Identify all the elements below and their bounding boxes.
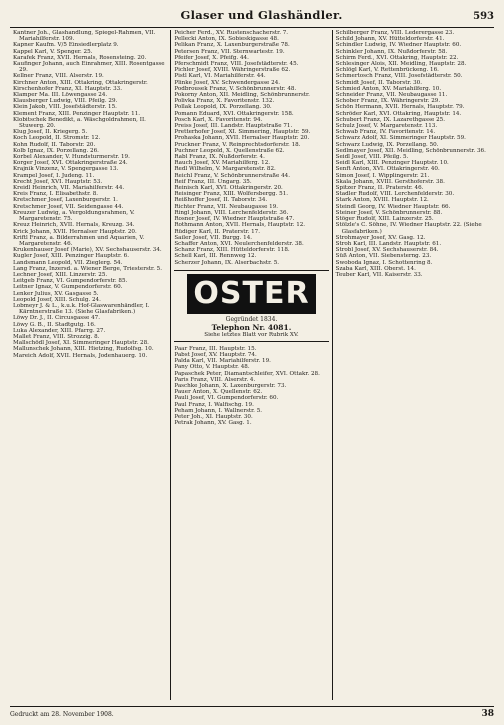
page-footer bbox=[10, 706, 494, 719]
directory-entry: Puchner Leopold, X. Quellenstraße 62. bbox=[174, 147, 285, 154]
directory-entry: Sailer Josef, VII. Burgg. 14. bbox=[174, 234, 253, 241]
directory-entry: Pichler Josef, XVIII. Währingerstraße 62. bbox=[174, 67, 291, 74]
directory-entry: Mallschödl Josef, XI. Simmeringer Hauptstr. 28. bbox=[13, 340, 149, 347]
directory-entry: Kretschmer Josef, VII. Seidengasse 44. bbox=[13, 203, 124, 210]
directory-entry: Rüdiger Karl, II. Praterstr. 17. bbox=[174, 228, 260, 235]
directory-entry: Schmidt Josef, II. Taborstr. 30. bbox=[335, 79, 423, 86]
directory-entry: Schaffer Anton, XVI. Neulerchenfelderstr. 38. bbox=[174, 240, 304, 247]
oster-advertisement bbox=[174, 270, 328, 342]
header-rule bbox=[10, 27, 494, 28]
ad-brand-name: OSTER bbox=[187, 274, 315, 314]
directory-entry: Luka Alexander, XIII. Pfarrg. 27. bbox=[13, 327, 106, 334]
directory-entry: Leitgeb Franz, VI. Gumpendorferstr. 85. bbox=[13, 278, 128, 285]
directory-entry: Simon Josef, I. Wipplingerstr. 21. bbox=[335, 172, 430, 179]
directory-entry: Schröder Karl, XVI. Ottakring, Hauptstr. 14. bbox=[335, 110, 462, 117]
directory-entry: Swoboda Ignaz, I. Schottenring 8. bbox=[335, 259, 433, 266]
directory-entry: Klobitschek Benedikt, a. Wäschgoldrahmen, II. Stuwerg. 20. bbox=[13, 116, 146, 130]
directory-columns bbox=[10, 30, 494, 700]
directory-entry: Pferschmidt Franz, VIII. Josefstädterstr. 45. bbox=[174, 61, 299, 68]
directory-entry: Lenker Julius, XV. Gasgasse 5. bbox=[13, 290, 99, 297]
directory-entry: Pruckner Franz, V. Reinprechtsdorferstr. 18. bbox=[174, 141, 301, 148]
directory-entry: Kappel Karl, V. Spenger. 25. bbox=[13, 48, 93, 55]
directory-entry: Klein Jakob, VIII. Josefstädterstr. 15. bbox=[13, 104, 117, 111]
directory-entry: Spitzer Franz, II. Praterstr. 46. bbox=[335, 185, 424, 192]
directory-entry: Kreuzer Ludwig, a. Vergoldungsrahmen, V. Margaretenstr. 75. bbox=[13, 209, 135, 223]
page-header bbox=[10, 8, 494, 26]
directory-entry: Stroh Karl, III. Landstr. Hauptstr. 61. bbox=[335, 240, 442, 247]
directory-entry: Korger Josef, XVI. Ottakringerstraße 24. bbox=[13, 160, 128, 167]
directory-entry: Scherzer Johann, IX. Alserbachstr. 5. bbox=[174, 259, 280, 266]
directory-entry: Pistl Karl, VI. Mariahilferstr. 44. bbox=[174, 73, 266, 80]
directory-entry: Kaufinger Johann, auch Einrahmer, XIII. Rosentgasse 29. bbox=[13, 61, 165, 74]
directory-entry: Lobmeyr J. & L., k.u.k. Hof-Glaswarenhändler, I. Kärntnerstraße 13. (Siehe Glasfabriken.) bbox=[13, 302, 150, 316]
directory-entry: Leopold Josef, XIII. Schulg. 24. bbox=[13, 296, 101, 303]
directory-entry: Reif Franz, III. Ungarg. 35. bbox=[174, 178, 252, 185]
section-title: Glaser und Glashändler. bbox=[180, 8, 343, 22]
directory-entry: Skala Johann, XVIII. Gersthoferstr. 38. bbox=[335, 178, 445, 185]
directory-entry: Koch Leopold, II. Stromstr. 12. bbox=[13, 135, 101, 142]
directory-entry: Pabst Josef, XV. Hauptstr. 74. bbox=[174, 351, 257, 358]
page-number: 593 bbox=[473, 11, 494, 22]
directory-entry: Landsmann Leopold, VII. Zieglerg. 54. bbox=[13, 259, 123, 266]
directory-entry: Kretschmer Josef, Laxenburgerstr. 1. bbox=[13, 197, 118, 204]
directory-entry: Pauli Josef, VI. Gumpendorferstr. 60. bbox=[174, 395, 279, 402]
directory-entry: Kirschenhofer Franz, XI. Hauptstr. 33. bbox=[13, 85, 122, 92]
directory-entry: Schober Franz, IX. Währingerstr. 29. bbox=[335, 98, 441, 105]
directory-entry: Schirm Ferd., XVI. Ottakring, Hauptstr. 22. bbox=[335, 54, 459, 61]
directory-entry: Kohn Rudolf, II. Taborstr. 20. bbox=[13, 141, 96, 148]
directory-entry: Schubert Franz, IX. Lazarethgasse 25. bbox=[335, 116, 445, 123]
directory-entry: Papaschek Peter, Diamantschleifer, XVI. Ottakr. 28. bbox=[174, 370, 320, 377]
directory-entry: Redl Wilhelm, V. Margaretenstr. 82. bbox=[174, 166, 276, 173]
directory-entry: Stölzle's C. Söhne, IV. Wiedner Hauptstr. 22. (Siehe Glasfabriken.) bbox=[335, 222, 482, 235]
directory-entry: Reißhoffer Josef, II. Taborstr. 34. bbox=[174, 197, 268, 204]
directory-entry: Kellner Franz, VIII. Alserstr. 19. bbox=[13, 73, 104, 80]
directory-entry: Korbel Alexander, V. Hundsturmerstr. 19. bbox=[13, 154, 130, 161]
directory-entry: Schulz Josef, V. Margaretenstr. 113. bbox=[335, 123, 438, 130]
column-middle bbox=[171, 30, 332, 700]
directory-entry: Rauch Josef, XV. Mariahilferg. 12. bbox=[174, 160, 271, 167]
directory-entry: Schanz Franz, XIII. Hütteldorferstr. 118. bbox=[174, 247, 290, 254]
directory-entry: Stadler Rudolf, VIII. Lerchenfelderstr. 30. bbox=[335, 191, 455, 198]
directory-entry: Kriftl Franz, a. Bilderrahmen und Aquarien, V. Margaretenstr. 46. bbox=[13, 234, 145, 247]
directory-entry: Pollak Leopold, IX. Porzellang. 30. bbox=[174, 104, 272, 111]
directory-entry: Kantner Joh., Glashandlung, Spiegel-Rahmen, VII. Mariahilferstr. 109. bbox=[13, 30, 156, 43]
directory-entry: Schmertosch Franz, VIII. Josefstädterstr. 50. bbox=[335, 73, 463, 80]
directory-entry: Paschke Johann, X. Laxenburgerstr. 73. bbox=[174, 382, 287, 389]
directory-entry: Kolb Ignaz, IX. Porzellang. 26. bbox=[13, 147, 99, 154]
ad-note: Siehe letztes Blatt vor Rubrik XV. bbox=[204, 331, 299, 338]
directory-entry: Peham Johann, I. Wallnerstr. 5. bbox=[174, 407, 263, 414]
directory-entry: Pokorny Anton, XII. Meidling, Schönbrunnerstr. bbox=[174, 92, 310, 99]
directory-entry: Steindl Georg, IV. Wiedner Hauptstr. 66. bbox=[335, 203, 451, 210]
directory-entry: Kreis Franz, I. Elisabethstr. 8. bbox=[13, 191, 99, 198]
directory-entry: Steiner Josef, V. Schönbrunnerstr. 88. bbox=[335, 209, 443, 216]
directory-entry: Klamper Ma. III. Löwengasse 24. bbox=[13, 92, 108, 99]
directory-entry: Krajnik Vinzenz, V. Spengergasse 13. bbox=[13, 166, 119, 173]
directory-entry: Lang Franz, Inzersd. a. Wiener Berge, Triesterstr. 5. bbox=[13, 265, 162, 272]
directory-entry: Kirchner Anton, XIII. Ottakring, Ottakringerstr. bbox=[13, 79, 148, 86]
directory-entry: Krick Johann, XVII. Hernalser Hauptstr. 20. bbox=[13, 228, 137, 235]
directory-entry: Kugler Josef, XIII. Penzinger Hauptstr. 6. bbox=[13, 253, 129, 260]
directory-entry: Klug Josef, II. Kriegerg. 5. bbox=[13, 129, 88, 136]
directory-entry: Strohmayer Josef, XV. Gasg. 12. bbox=[335, 234, 426, 241]
directory-entry: Krampel Josef, I. Judeng. 11. bbox=[13, 172, 95, 179]
directory-entry: Kapner Kaufm. V/5 Einsiedlerplatz 9. bbox=[13, 42, 119, 49]
directory-entry: Sedlmayer Josef, XII. Meidling, Schönbrunnerstr. 36. bbox=[335, 147, 486, 154]
directory-entry: Leitner Ignaz, V. Gumpendorferstr. 60. bbox=[13, 284, 123, 291]
directory-entry: Plinke Josef, XV. Schwendergasse 24. bbox=[174, 79, 281, 86]
directory-entry: Ringl Johann, VIII. Lerchenfelderstr. 36. bbox=[174, 209, 289, 216]
directory-entry: Lechner Josef, XIII. Linzerstr. 25. bbox=[13, 271, 108, 278]
directory-entry: Reichl Franz, V. Schönbrunnerstraße 44. bbox=[174, 172, 290, 179]
print-date: Gedruckt am 28. November 1908. bbox=[10, 711, 114, 718]
directory-entry: Krecht Josef, XVI. Hauptstr. 53. bbox=[13, 178, 103, 185]
directory-entry: Peter Joh., XI. Hauptstr. 30. bbox=[174, 413, 253, 420]
directory-entry: Reinisch Karl, XVI. Ottakringerstr. 20. bbox=[174, 185, 283, 192]
ad-founded: Gegründet 1834. bbox=[225, 315, 278, 323]
directory-entry: Seidl Josef, VIII. Pfeilg. 5. bbox=[335, 154, 409, 161]
directory-entry: Schwab Franz, IV. Favoritenstr. 14. bbox=[335, 129, 436, 136]
directory-entry: Pomann Eduard, XVI. Ottakringerstr. 158. bbox=[174, 110, 294, 117]
directory-entry: Kreuz Heinrich, XVII. Hernals, Kreuzg. 34. bbox=[13, 222, 135, 229]
directory-entry: Rabl Franz, IX. Nußdorferstr. 4. bbox=[174, 154, 265, 161]
directory-entry: Szaba Karl, XIII. Oberst. 14. bbox=[335, 265, 416, 272]
directory-entry: Mallet Franz, VIII. Strozzig. 8. bbox=[13, 333, 100, 340]
directory-entry: Paar Franz, III. Hauptstr. 15. bbox=[174, 345, 257, 352]
directory-entry: Schlesinger Alois, XII. Meidling, Hauptstr. 28. bbox=[335, 61, 467, 68]
directory-entry: Seidl Karl, XIII. Penzinger Hauptstr. 10. bbox=[335, 160, 449, 167]
directory-entry: Pany Otto, V. Hauptstr. 48. bbox=[174, 364, 250, 371]
directory-entry: Pauer Anton, X. Quellenstr. 62. bbox=[174, 389, 263, 396]
directory-entry: Krukenhauser Josef (Marie), XV. Sechshauserstr. 34. bbox=[13, 247, 162, 254]
directory-entry: Schilberger Franz, VIII. Lederergasse 23. bbox=[335, 30, 455, 36]
directory-entry: Kreidl Heinrich, VII. Mariahilferstr. 44. bbox=[13, 185, 125, 192]
ad-phone: Telephon Nr. 4081. bbox=[211, 322, 292, 332]
directory-entry: Prohaska Johann, XVII. Hernalser Hauptstr. 20. bbox=[174, 135, 310, 142]
directory-entry: Rosner Josef, IV. Wiedner Hauptstraße 47. bbox=[174, 216, 295, 223]
directory-entry: Polivka Franz, X. Favoritenstr. 132. bbox=[174, 98, 275, 105]
directory-entry: Süß Anton, VII. Siebensterng. 23. bbox=[335, 253, 432, 260]
directory-entry: Teuber Karl, VII. Kaiserstr. 33. bbox=[335, 271, 423, 278]
directory-entry: Rothmann Anton, XVII. Hernals, Hauptstr. 12. bbox=[174, 222, 306, 229]
directory-entry: Karafek Franz, XVII. Hernals, Rosensteing. 20. bbox=[13, 54, 147, 61]
directory-entry: Klement Franz, XIII. Penzinger Hauptstr. 11. bbox=[13, 110, 141, 117]
directory-entry: Senft Anton, XVI. Ottakringerstr. 40. bbox=[335, 166, 440, 173]
directory-entry: Schlögl Karl, V. Rettenbrückeng. 16. bbox=[335, 67, 439, 74]
directory-entry: Podbrousek Franz, V. Schönbrunnerstr. 48. bbox=[174, 85, 297, 92]
directory-entry: Paris Franz, VIII. Alserstr. 4. bbox=[174, 376, 256, 383]
directory-entry: Petrak Johann, XV. Gasg. 1. bbox=[174, 420, 252, 427]
directory-entry: Palda Karl, VII. Mariahilferstr. 19. bbox=[174, 358, 271, 365]
directory-entry: Strobl Josef, XV. Sechshauserstr. 84. bbox=[335, 247, 439, 254]
directory-entry: Stöger Rudolf, XIII. Lainzerstr. 25. bbox=[335, 216, 434, 223]
column-left bbox=[10, 30, 171, 700]
directory-entry: Richter Franz, VII. Neubaugasse 19. bbox=[174, 203, 279, 210]
directory-entry: Schmied Anton, XV. Mariahilferg. 10. bbox=[335, 85, 442, 92]
directory-entry: Petersen Franz, VII. Sternwartestr. 19. bbox=[174, 48, 285, 55]
directory-entry: Mareich Adolf, XVII. Hernals, Jodenhauerg. 10. bbox=[13, 352, 148, 359]
column-right bbox=[333, 30, 494, 700]
directory-entry: Posch Karl, X. Favoritenstr. 94. bbox=[174, 116, 263, 123]
directory-entry: Mallunschek Johann, XIII. Hietzing, Rudolfsg. 10. bbox=[13, 346, 154, 353]
directory-entry: Schwarz Ludwig, IX. Porzellang. 50. bbox=[335, 141, 439, 148]
directory-entry: Klausberger Ludwig, VIII. Pfeilg. 29. bbox=[13, 98, 118, 105]
directory-entry: Schinkler Johann, IX. Nußdorferstr. 58. bbox=[335, 48, 448, 55]
directory-entry: Pfeifer Josef, X. Pfeifg. 44. bbox=[174, 54, 249, 61]
directory-entry: Schindler Ludwig, IV. Wiedner Hauptstr. 60. bbox=[335, 42, 462, 49]
directory-entry: Schell Karl, III. Rennweg 12. bbox=[174, 253, 257, 260]
column-middle-bottom-entries bbox=[174, 346, 328, 427]
directory-entry: Pelikan Franz, X. Laxenburgerstraße 78. bbox=[174, 42, 290, 49]
directory-entry: Schwarz Adolf, XI. Simmeringer Hauptstr. 59. bbox=[335, 135, 466, 142]
sheet-number: 38 bbox=[481, 709, 494, 719]
directory-entry: Löwy Dr. J., II. Circusgasse 47. bbox=[13, 315, 101, 322]
directory-entry: Pellecki Anton, IX. Sobieskigasse 48. bbox=[174, 36, 279, 43]
directory-entry: Schild Johann, XV. Hütteldorferstr. 41. bbox=[335, 36, 445, 43]
directory-entry: Preiss Josef, III. Landstr. Hauptstraße 71. bbox=[174, 123, 293, 130]
directory-entry: Löwy G. B., II. Stadtgutg. 16. bbox=[13, 321, 96, 328]
directory-entry: Schön Hermann, XVII. Hernals, Hauptstr. 79. bbox=[335, 104, 465, 111]
directory-entry: Stark Anton, XVIII. Hauptstr. 12. bbox=[335, 197, 429, 204]
directory-entry: Paul Franz, I. Walfischg. 19. bbox=[174, 401, 254, 408]
directory-entry: Reisinger Franz, XIII. Wolfersbergg. 51. bbox=[174, 191, 289, 198]
directory-entry: Pretterhofer Josef, XI. Simmering, Hauptstr. 59. bbox=[174, 129, 311, 136]
directory-entry: Schneider Franz, VII. Neubaugasse 11. bbox=[335, 92, 448, 99]
directory-entry: Peicher Ferd., XV. Rustenschacherstr. 7. bbox=[174, 30, 289, 36]
column-middle-top-entries bbox=[174, 30, 328, 266]
